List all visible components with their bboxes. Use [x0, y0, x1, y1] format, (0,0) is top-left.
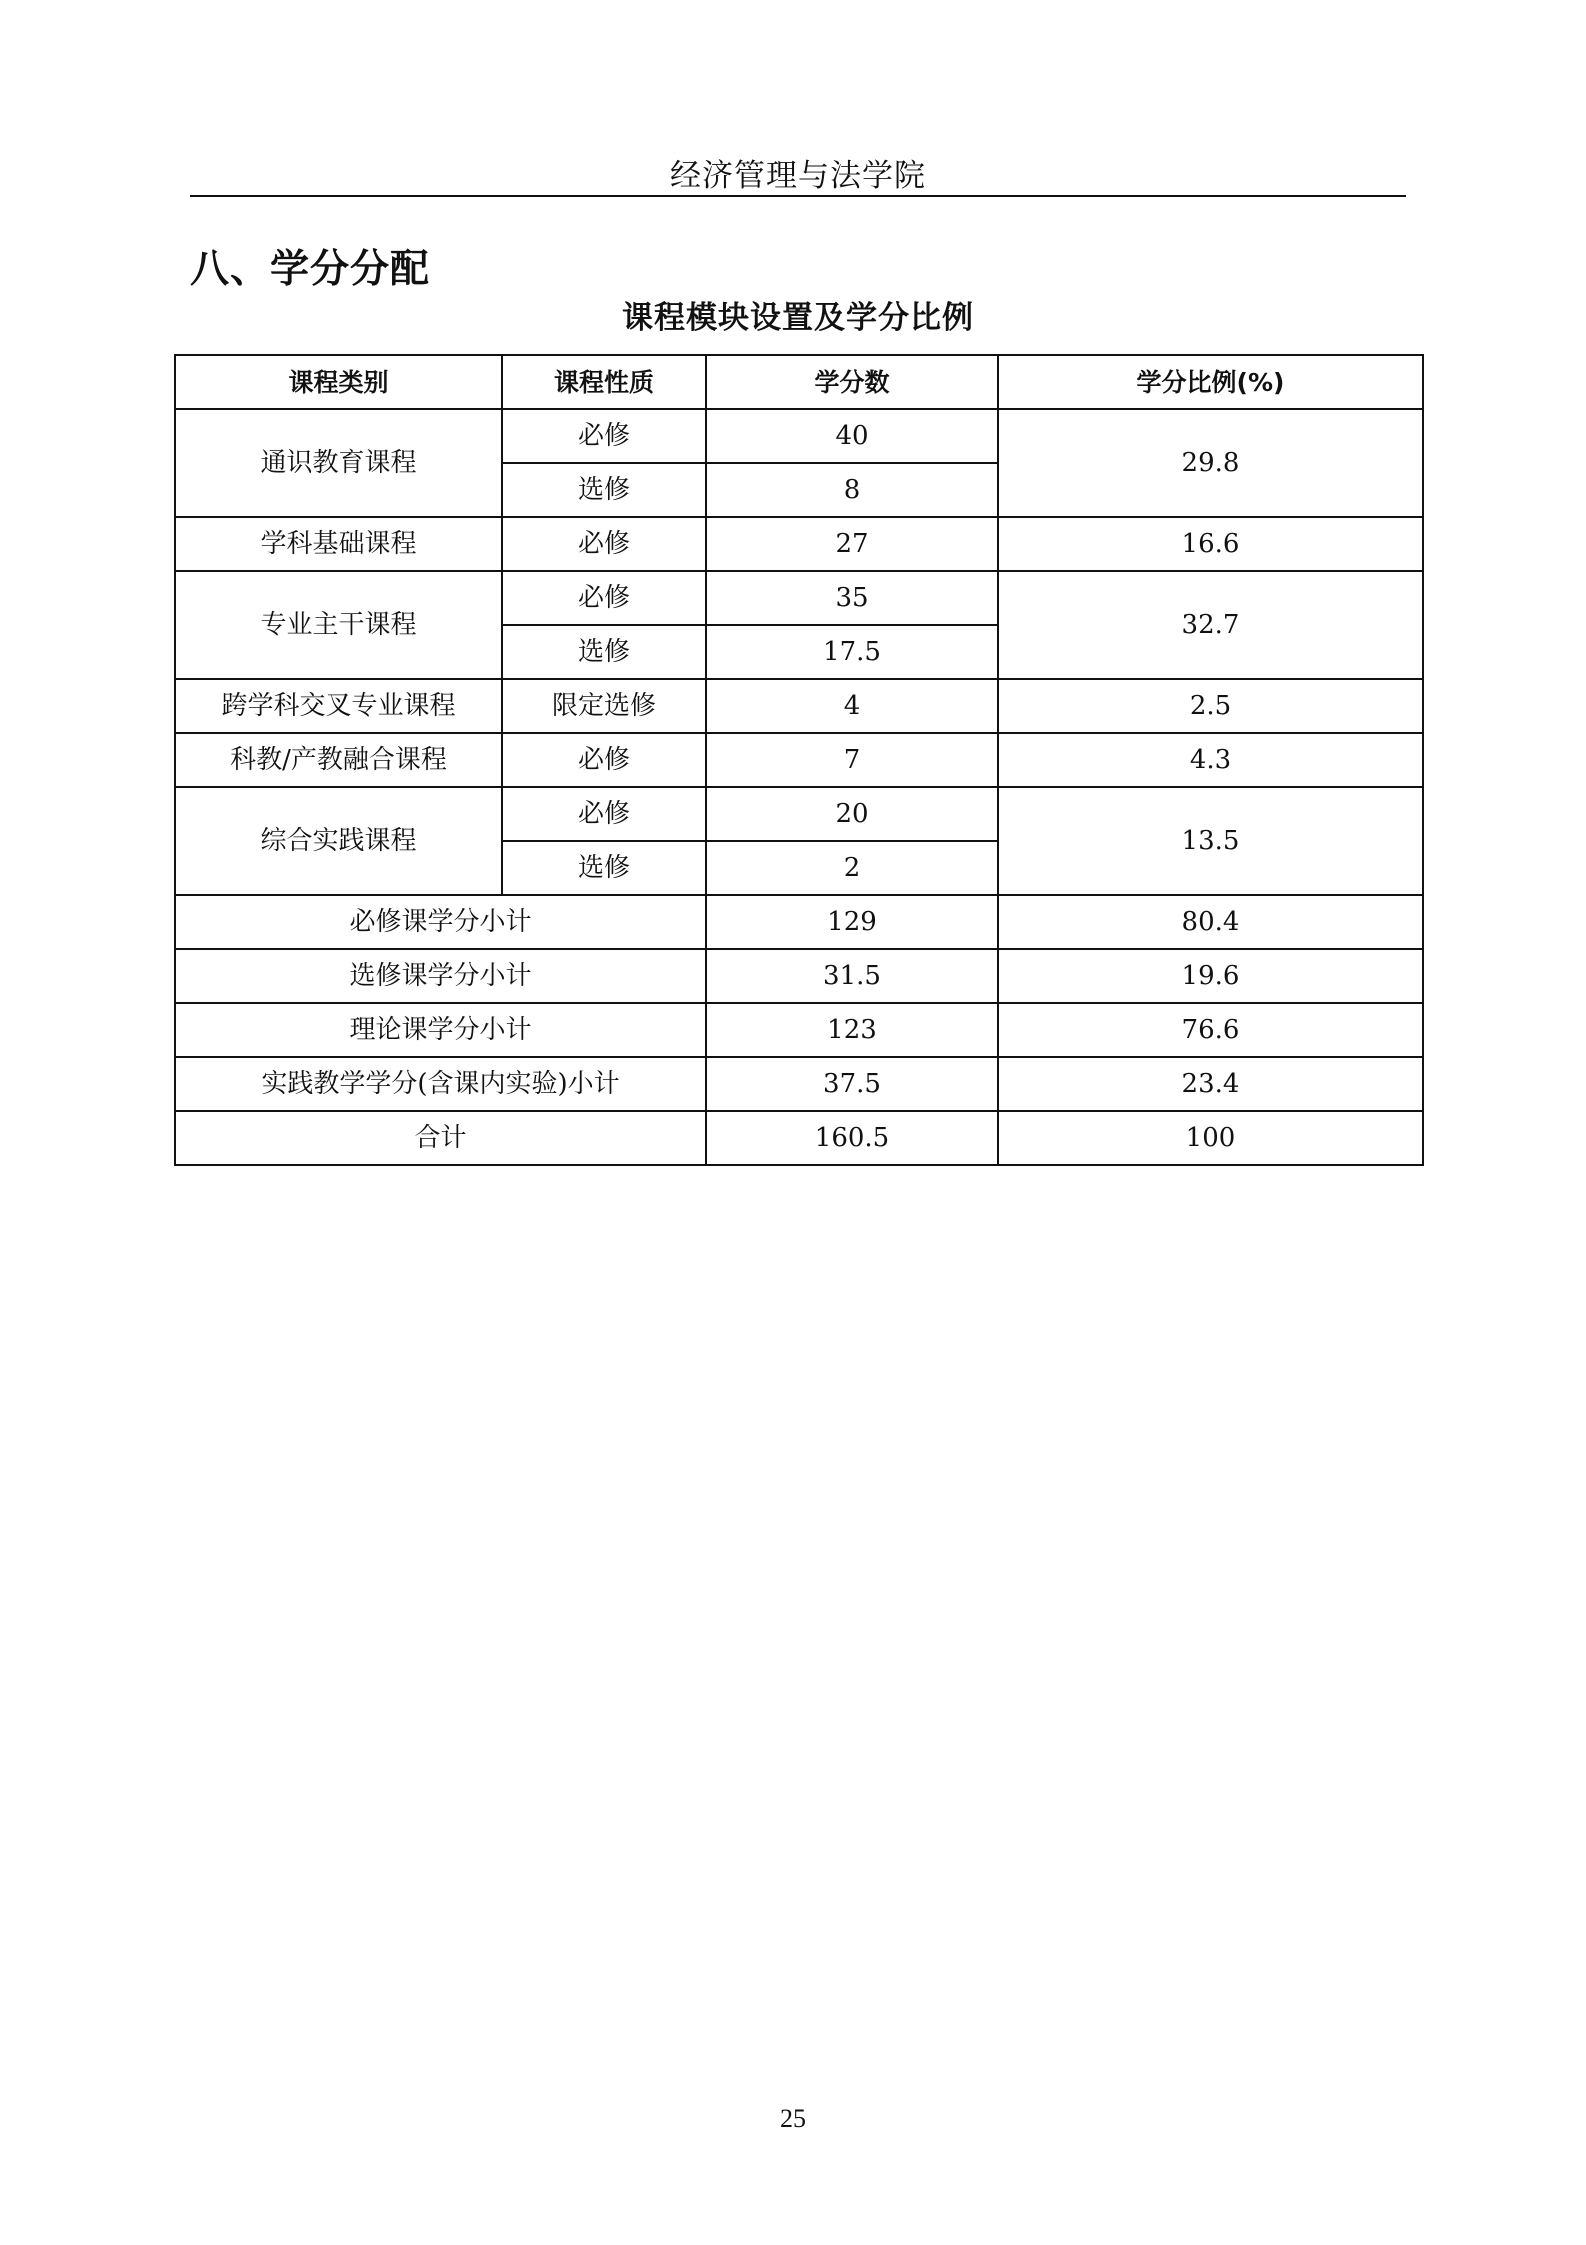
credits-cell: 2: [706, 841, 998, 895]
page-number: 25: [780, 2104, 806, 2133]
total-label-cell: 合计: [175, 1111, 706, 1165]
summary-row: [175, 1057, 1423, 1111]
summary-ratio-cell: 19.6: [998, 949, 1423, 1003]
category-cell: 专业主干课程: [175, 571, 502, 679]
column-header-ratio: 学分比例(%): [998, 355, 1423, 409]
table-row: [175, 409, 1423, 463]
summary-row: [175, 949, 1423, 1003]
summary-ratio-cell: 80.4: [998, 895, 1423, 949]
nature-cell: 必修: [502, 787, 706, 841]
credits-cell: 4: [706, 679, 998, 733]
nature-cell: 必修: [502, 571, 706, 625]
credit-allocation-table: [174, 354, 1424, 1166]
total-ratio-cell: 100: [998, 1111, 1423, 1165]
table-caption: 课程模块设置及学分比例: [622, 300, 974, 336]
summary-row: [175, 895, 1423, 949]
summary-label-cell: 选修课学分小计: [175, 949, 706, 1003]
ratio-cell: 4.3: [998, 733, 1423, 787]
ratio-cell: 16.6: [998, 517, 1423, 571]
section-heading: 八、学分分配: [190, 247, 431, 292]
credits-cell: 27: [706, 517, 998, 571]
credits-cell: 8: [706, 463, 998, 517]
summary-ratio-cell: 23.4: [998, 1057, 1423, 1111]
category-cell: 学科基础课程: [175, 517, 502, 571]
nature-cell: 选修: [502, 841, 706, 895]
nature-cell: 限定选修: [502, 679, 706, 733]
summary-label-cell: 理论课学分小计: [175, 1003, 706, 1057]
nature-cell: 选修: [502, 625, 706, 679]
ratio-cell: 2.5: [998, 679, 1423, 733]
table-row: [175, 733, 1423, 787]
credits-cell: 17.5: [706, 625, 998, 679]
summary-credits-cell: 31.5: [706, 949, 998, 1003]
nature-cell: 必修: [502, 517, 706, 571]
summary-ratio-cell: 76.6: [998, 1003, 1423, 1057]
ratio-cell: 29.8: [998, 409, 1423, 517]
credits-cell: 40: [706, 409, 998, 463]
page-header-title: 经济管理与法学院: [670, 158, 926, 194]
table-row: [175, 517, 1423, 571]
credits-cell: 20: [706, 787, 998, 841]
summary-label-cell: 必修课学分小计: [175, 895, 706, 949]
summary-credits-cell: 123: [706, 1003, 998, 1057]
category-cell: 综合实践课程: [175, 787, 502, 895]
nature-cell: 必修: [502, 733, 706, 787]
summary-credits-cell: 37.5: [706, 1057, 998, 1111]
category-cell: 科教/产教融合课程: [175, 733, 502, 787]
ratio-cell: 13.5: [998, 787, 1423, 895]
credits-cell: 7: [706, 733, 998, 787]
category-cell: 跨学科交叉专业课程: [175, 679, 502, 733]
table-row: [175, 571, 1423, 625]
table-row: [175, 679, 1423, 733]
total-row: [175, 1111, 1423, 1165]
column-header-category: 课程类别: [175, 355, 502, 409]
summary-label-cell: 实践教学学分(含课内实验)小计: [175, 1057, 706, 1111]
nature-cell: 选修: [502, 463, 706, 517]
column-header-credits: 学分数: [706, 355, 998, 409]
credits-cell: 35: [706, 571, 998, 625]
summary-row: [175, 1003, 1423, 1057]
category-cell: 通识教育课程: [175, 409, 502, 517]
ratio-cell: 32.7: [998, 571, 1423, 679]
nature-cell: 必修: [502, 409, 706, 463]
header-divider: [190, 195, 1406, 197]
total-credits-cell: 160.5: [706, 1111, 998, 1165]
column-header-nature: 课程性质: [502, 355, 706, 409]
table-header-row: [175, 355, 1423, 409]
table-row: [175, 787, 1423, 841]
summary-credits-cell: 129: [706, 895, 998, 949]
